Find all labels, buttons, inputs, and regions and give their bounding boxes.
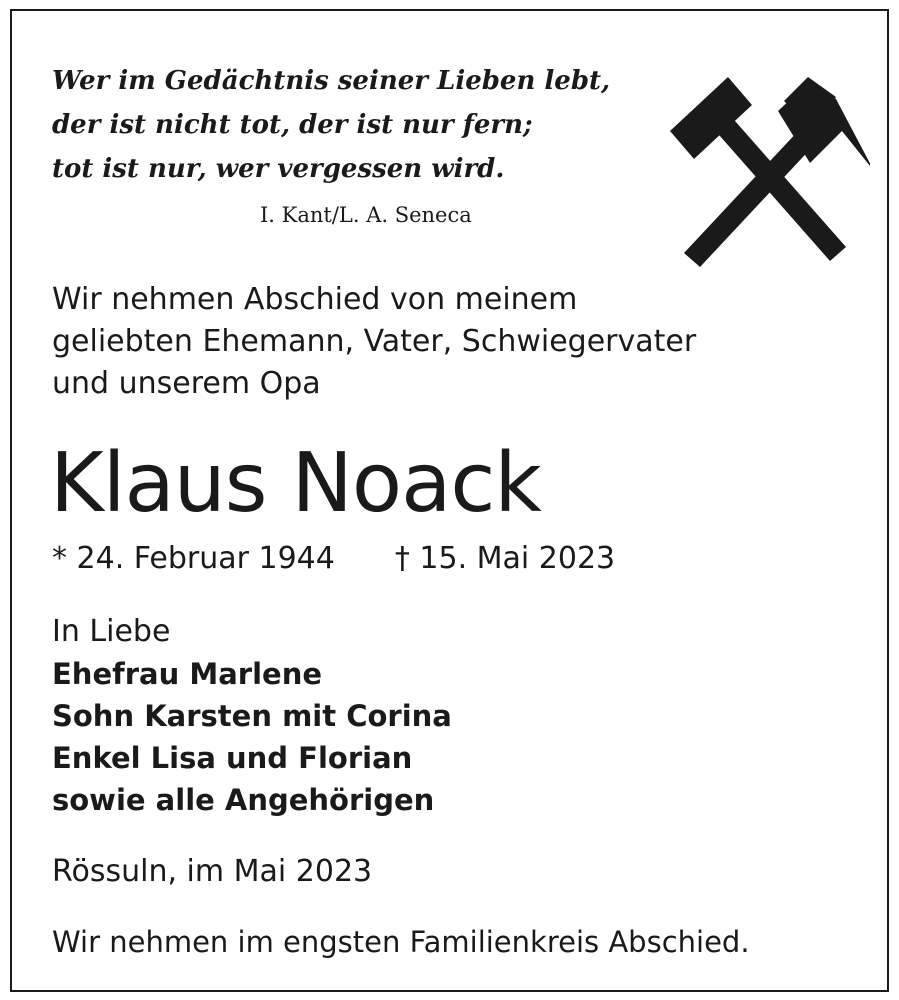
obituary-frame — [10, 9, 889, 992]
memorial-quote — [52, 59, 610, 191]
birth-date: * 24. Februar 1944 — [52, 541, 335, 576]
intro-line-2: geliebten Ehemann, Vater, Schwiegervater — [52, 324, 697, 359]
intro-line-3: und unserem Opa — [52, 366, 321, 401]
quote-line-1: Wer im Gedächtnis seiner Lieben lebt, — [52, 66, 611, 96]
mourner-line: Enkel Lisa und Florian — [52, 741, 413, 775]
mourner-line: sowie alle Angehörigen — [52, 783, 435, 817]
deceased-name: Klaus Noack — [50, 436, 541, 531]
place-and-date: Rössuln, im Mai 2023 — [52, 854, 373, 889]
mourner-line: Sohn Karsten mit Corina — [52, 699, 452, 733]
life-dates — [52, 537, 615, 581]
farewell-intro — [52, 279, 696, 405]
death-date: † 15. Mai 2023 — [394, 541, 616, 576]
quote-line-3: tot ist nur, wer vergessen wird. — [52, 154, 505, 184]
mourners-list — [52, 653, 452, 821]
quote-line-2: der ist nicht tot, der ist nur fern; — [52, 110, 533, 140]
mourner-line: Ehefrau Marlene — [52, 657, 323, 691]
mourners-intro: In Liebe — [52, 614, 171, 649]
quote-attribution: I. Kant/L. A. Seneca — [260, 203, 472, 227]
intro-line-1: Wir nehmen Abschied von meinem — [52, 282, 578, 317]
hammer-and-pick-icon — [660, 71, 870, 271]
closing-note: Wir nehmen im engsten Familienkreis Abschied. — [52, 925, 750, 959]
